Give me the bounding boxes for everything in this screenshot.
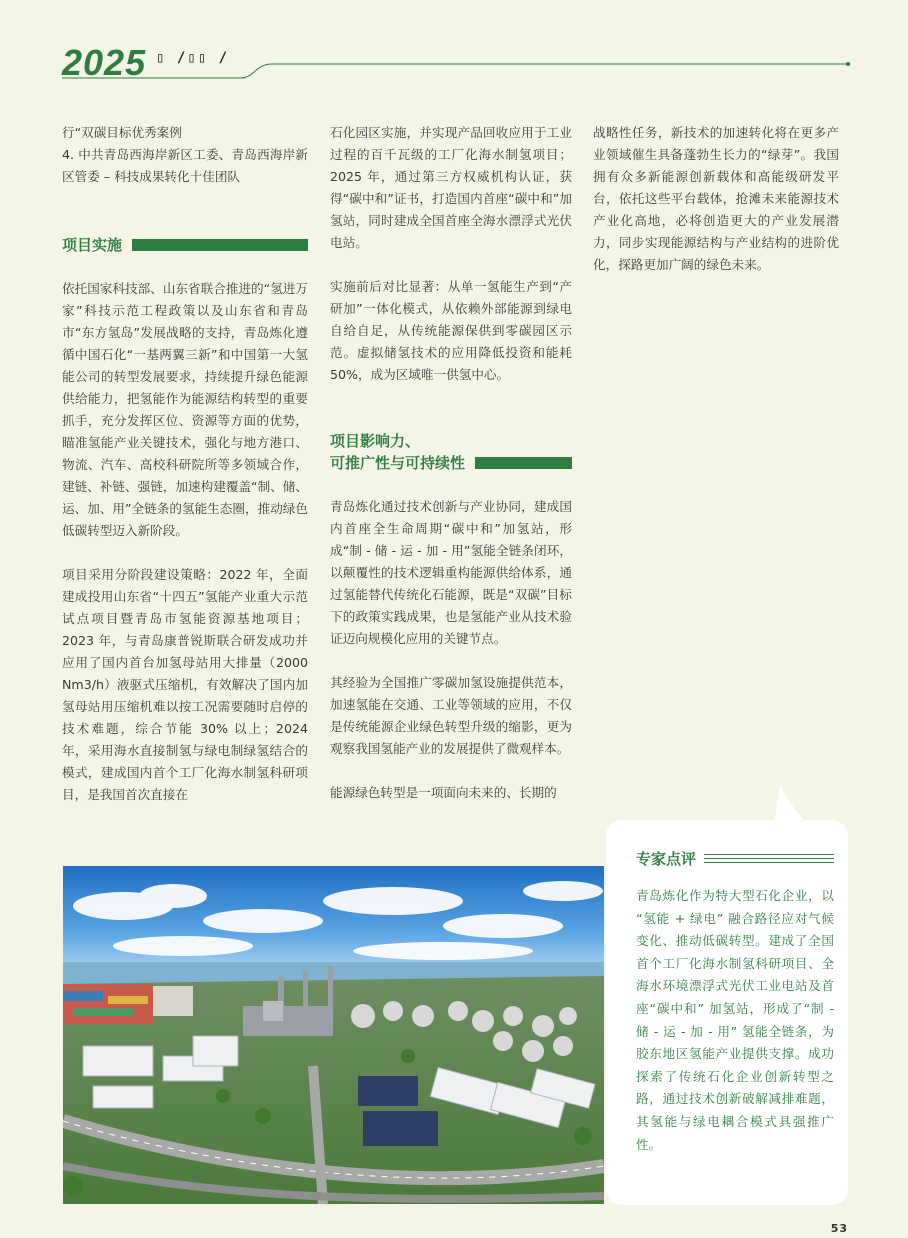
column-right xyxy=(593,122,839,298)
paragraph: 实施前后对比显著：从单一氢能生产到“产研加”一体化模式，从依赖外部能源到绿电自给自足，从传统能源保供到零碳园区示范。虚拟储氢技术的应用降低投资和能耗 50%，成为区域唯一供氢中心。 xyxy=(330,279,572,382)
page-header xyxy=(0,0,908,100)
paragraph: 其经验为全国推广零碳加氢设施提供范本，加速氢能在交通、工业等领域的应用，不仅是传统能源企业绿色转型升级的缩影，更为观察我国氢能产业的发展提供了微观样本。 xyxy=(330,675,572,756)
paragraph: 青岛炼化通过技术创新与产业协同，建成国内首座全生命周期“碳中和”加氢站，形成“制 - 储 - 运 - 加 - 用”氢能全链条闭环，以颠覆性的技术逻辑重构能源供给体系，通过氢能替代传统化石能源，既是“双碳”目标下的政策实践成果，也是氢能产业从技术验证迈向规模化应用的关键节点。 xyxy=(330,499,572,646)
section-title-line-1 xyxy=(330,430,572,452)
header-year: 2025 xyxy=(62,42,147,83)
paragraph: 依托国家科技部、山东省联合推进的“氢进万家”科技示范工程政策以及山东省和青岛市“东方氢岛”发展战略的支持，青岛炼化遵循中国石化“一基两翼三新”和中国第一大氢能公司的转型发展要求，持续提升绿色能源供给能力，把氢能作为能源结构转型的重要抓手，充分发挥区位、资源等方面的优势，瞄准氢能产业关键技术，强化与地方港口、物流、汽车、高校科研院所等多领域合作，建链、补链、强链，加速构建覆盖“制、储、运、加、用”全链条的氢能生态圈，推动绿色低碳转型迈入新阶段。 xyxy=(62,281,308,538)
page-number: 53 xyxy=(830,1222,848,1235)
expert-comment-title xyxy=(636,848,834,869)
section-title-text: 项目影响力、 xyxy=(330,432,421,450)
expert-comment-box xyxy=(606,820,848,1205)
section-title-line-2 xyxy=(330,452,572,474)
column-left xyxy=(62,122,308,828)
paragraph: 能源绿色转型是一项面向未来的、长期的 xyxy=(330,785,557,800)
paragraph: 项目采用分阶段建设策略：2022 年，全面建成投用山东省“十四五”氢能产业重大示范试点项目暨青岛市氢能资源基地项目；2023 年，与青岛康普锐斯联合研发成功并应用了国内首台加氢母站用大排量（2000 Nm3/h）液驱式压缩机，有效解决了国内加氢母站用压缩机难以按工况需要随时启停的技术难题，综合节能 30% 以上；2024 年，采用海水直接制氢与绿电制绿氢结合的模式，建成国内首个工厂化海水制氢科研项目，是我国首次直接在 xyxy=(62,567,308,802)
expert-comment-title-text: 专家点评 xyxy=(636,850,697,868)
header-glyphs: ▯ /▯▯ / xyxy=(156,50,230,66)
section-title-text: 项目实施 xyxy=(62,236,123,254)
section-title-implementation xyxy=(62,234,308,256)
section-title-bar xyxy=(475,457,572,469)
paragraph: 石化园区实施，并实现产品回收应用于工业过程的百千瓦级的工厂化海水制氢项目；2025 年，通过第三方权威机构认证，获得“碳中和”证书，打造国内首座“碳中和”加氢站，同时建成全国首座全海水漂浮式光伏电站。 xyxy=(330,125,572,250)
speech-bubble-tail xyxy=(772,784,812,824)
paragraph: 战略性任务，新技术的加速转化将在更多产业领域催生具备蓬勃生长力的“绿芽”。我国拥有众多新能源创新载体和高能级研发平台，依托这些平台载体，抢滩未来能源技术产业化高地，必将创造更大的产业发展潜力，同步实现能源结构与产业结构的进阶优化，探路更加广阔的绿色未来。 xyxy=(593,125,839,272)
section-title-bar xyxy=(132,239,308,251)
title-decor-lines xyxy=(704,854,834,863)
refinery-aerial-photo xyxy=(63,866,604,1204)
column-middle xyxy=(330,122,572,826)
section-title-impact xyxy=(330,430,572,474)
intro-text: 行“双碳目标优秀案例 4. 中共青岛西海岸新区工委、青岛西海岸新区管委 – 科技成果转化十佳团队 xyxy=(62,125,308,184)
expert-comment-text: 青岛炼化作为特大型石化企业，以 “氢能 + 绿电” 融合路径应对气候变化、推动低碳转型。建成了全国首个工厂化海水制氢科研项目、全海水环境漂浮式光伏工业电站及首座“碳中和” 加氢站，形成了“制 - 储 - 运 - 加 - 用” 氢能全链条，为胶东地区氢能产业提供支撑。成功探索了传统石化企业创新转型之路，通过技术创新破解减排难题，其氢能与绿电耦合模式具强推广性。 xyxy=(636,888,834,1152)
section-title-text: 可推广性与可持续性 xyxy=(330,454,466,472)
photo-illustration xyxy=(63,866,604,1204)
